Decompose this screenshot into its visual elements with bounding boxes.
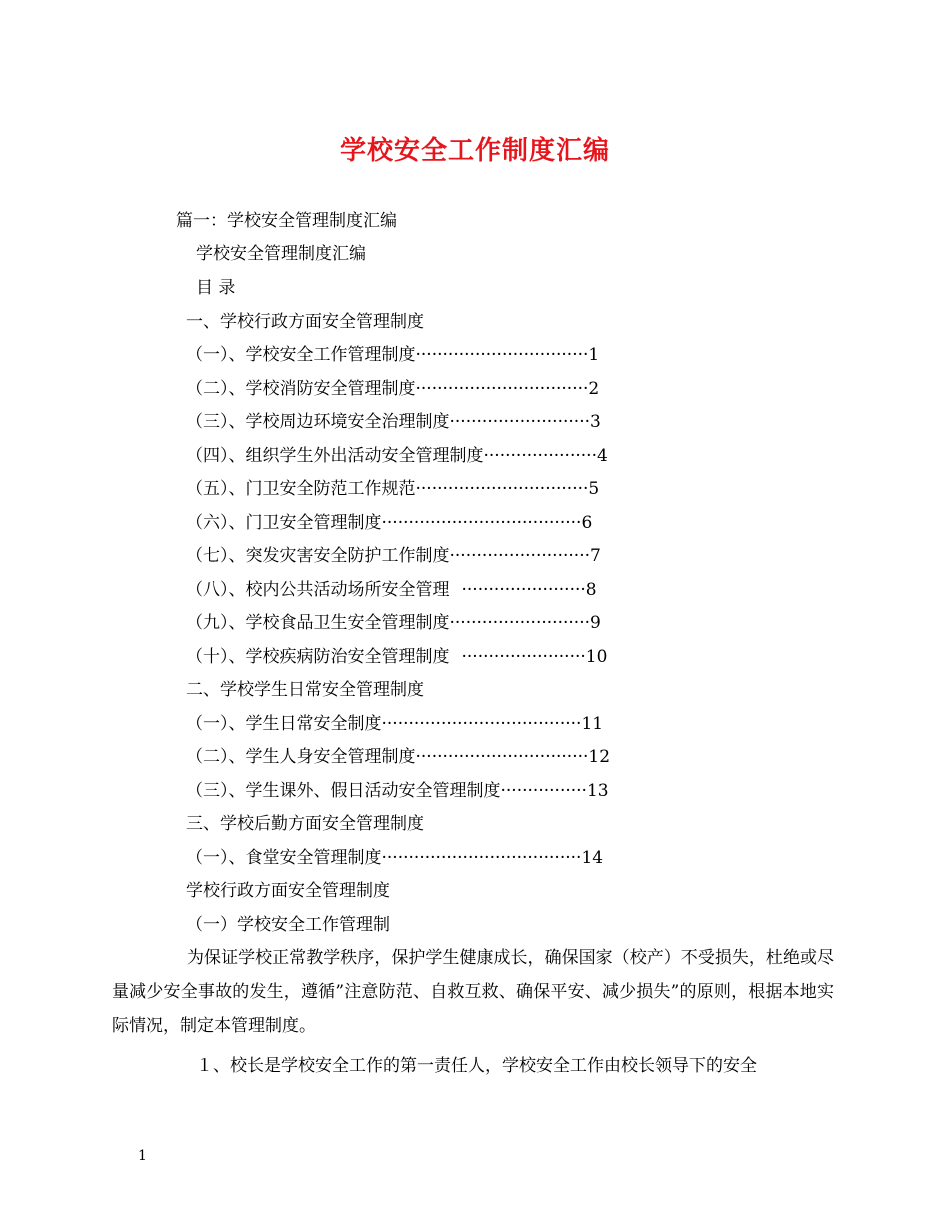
toc-leader-dots: ······················· — [461, 580, 586, 600]
toc-entry-label: （六）、门卫安全管理制度 — [186, 513, 382, 533]
toc-leader-dots: ······················· — [461, 647, 586, 667]
toc-entry-label: （十）、学校疾病防治安全管理制度 — [186, 647, 450, 667]
toc-entry[interactable] — [186, 411, 601, 433]
chapter-heading: 篇一：学校安全管理制度汇编 — [176, 211, 397, 231]
toc-entry-label: （二）、学生人身安全管理制度 — [186, 747, 416, 767]
toc-leader-dots: ·························· — [449, 546, 590, 566]
body-paragraph — [112, 941, 834, 1043]
toc-entry[interactable] — [186, 512, 592, 534]
toc-leader-dots: ································ — [415, 345, 589, 365]
toc-entry-label: （二）、学校消防安全管理制度 — [186, 379, 416, 399]
toc-entry-page: 11 — [581, 714, 604, 734]
toc-entry-label: （一）、食堂安全管理制度 — [186, 848, 382, 868]
page-number: 1 — [138, 1148, 147, 1164]
toc-entry-label: （三）、学生课外、假日活动安全管理制度 — [186, 781, 501, 801]
toc-leader-dots: ································ — [415, 479, 589, 499]
toc-entry-label: （一）、学校安全工作管理制度 — [186, 345, 416, 365]
toc-entry-label: （四）、组织学生外出活动安全管理制度 — [186, 446, 484, 466]
toc-leader-dots: ····································· — [381, 513, 582, 533]
body-heading: 学校行政方面安全管理制度 — [186, 881, 390, 901]
toc-leader-dots: ·························· — [449, 613, 590, 633]
toc-entry-label: （三）、学校周边环境安全治理制度 — [186, 412, 450, 432]
toc-entry-label: （八）、校内公共活动场所安全管理 — [186, 580, 450, 600]
toc-leader-dots: ····················· — [483, 446, 597, 466]
toc-entry-page: 7 — [590, 546, 601, 566]
toc-entry[interactable] — [186, 378, 599, 400]
toc-entry[interactable] — [186, 847, 603, 869]
toc-leader-dots: ································ — [415, 747, 589, 767]
body-paragraph: １、校长是学校安全工作的第一责任人，学校安全工作由校长领导下的安全 — [196, 1056, 757, 1076]
toc-entry-page: 12 — [588, 747, 611, 767]
toc-entry[interactable] — [186, 746, 610, 768]
toc-entry-page: 10 — [585, 647, 608, 667]
toc-entry-page: 1 — [588, 345, 600, 365]
toc-entry-page: 8 — [585, 580, 597, 600]
toc-entry[interactable] — [186, 646, 607, 668]
toc-entry[interactable] — [186, 780, 609, 802]
toc-entry-page: 2 — [588, 379, 600, 399]
toc-entry[interactable] — [186, 579, 597, 601]
toc-entry-label: （七）、突发灾害安全防护工作制度 — [186, 546, 450, 566]
toc-entry[interactable] — [186, 612, 601, 634]
toc-section-heading: 一、学校行政方面安全管理制度 — [186, 312, 424, 332]
toc-entry-page: 4 — [596, 446, 608, 466]
toc-entry[interactable] — [186, 545, 601, 567]
toc-entry-page: 3 — [590, 412, 601, 432]
toc-entry-label: （五）、门卫安全防范工作规范 — [186, 479, 416, 499]
subtitle: 学校安全管理制度汇编 — [196, 244, 366, 264]
paragraph-text: 为保证学校正常教学秩序，保护学生健康成长，确保国家（校产）不受损失，杜绝或尽量减少安全事故的发生，遵循”注意防范、自救互救、确保平安、减少损失”的原则，根据本地实际情况，制定本管理制度。 — [112, 948, 834, 1036]
toc-leader-dots: ····································· — [381, 848, 582, 868]
body-subheading: （一）学校安全工作管理制 — [186, 915, 390, 935]
toc-entry[interactable] — [186, 713, 603, 735]
toc-entry-page: 5 — [588, 479, 600, 499]
toc-entry[interactable] — [186, 478, 599, 500]
toc-leader-dots: ················ — [500, 781, 587, 801]
toc-section-heading: 三、学校后勤方面安全管理制度 — [186, 814, 424, 834]
toc-entry[interactable] — [186, 344, 660, 366]
toc-section-heading: 二、学校学生日常安全管理制度 — [186, 680, 424, 700]
toc-leader-dots: ·························· — [449, 412, 590, 432]
toc-leader-dots: ································ — [415, 379, 589, 399]
toc-entry-label: （一）、学生日常安全制度 — [186, 714, 382, 734]
toc-entry-label: （九）、学校食品卫生安全管理制度 — [186, 613, 450, 633]
toc-entry-page: 13 — [586, 781, 609, 801]
toc-entry-page: 9 — [590, 613, 601, 633]
toc-entry-page: 6 — [581, 513, 593, 533]
toc-entry-page: 14 — [581, 848, 604, 868]
toc-heading: 目 录 — [196, 278, 236, 298]
document-title: 学校安全工作制度汇编 — [339, 136, 610, 166]
toc-leader-dots: ····································· — [381, 714, 582, 734]
toc-entry[interactable] — [186, 445, 608, 467]
